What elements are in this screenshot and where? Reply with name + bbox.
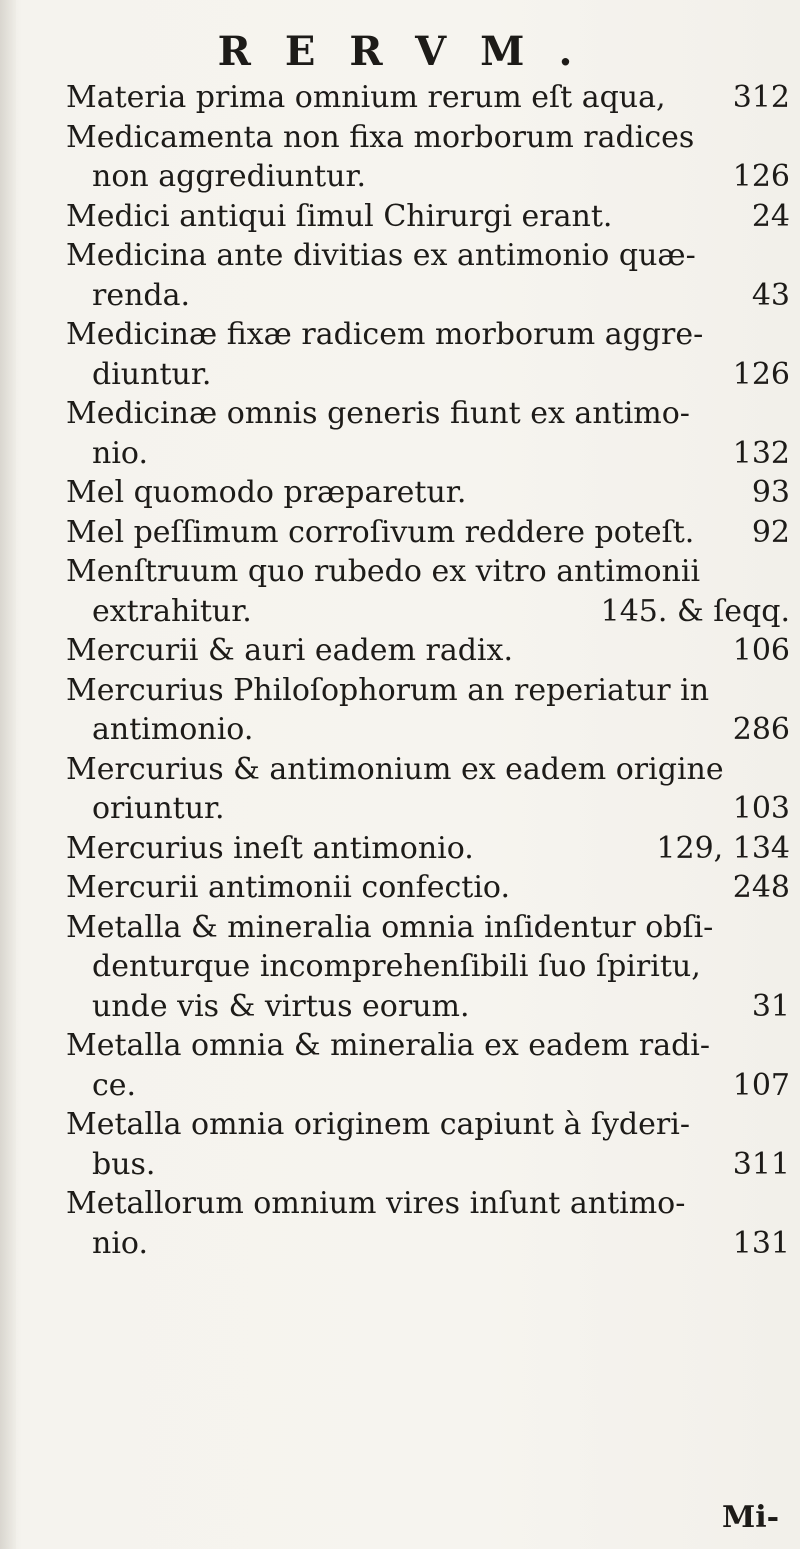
entry-line xyxy=(66,355,796,395)
entry-line xyxy=(66,592,796,632)
entry-text: Medici antiqui ſimul Chirurgi erant. xyxy=(66,198,613,234)
entry-line xyxy=(66,473,796,513)
running-header: RERVM. xyxy=(217,28,607,75)
page-number: 132 xyxy=(732,435,790,471)
entry-text: renda. xyxy=(92,277,191,313)
entry-text: Medicamenta non fixa morborum radices xyxy=(66,119,695,155)
entry-line xyxy=(66,276,796,316)
entry-line xyxy=(66,315,796,355)
index-entry xyxy=(66,750,796,829)
page-number: 286 xyxy=(732,712,790,747)
index-entry xyxy=(66,1105,796,1184)
entry-text: Mercurius ineſt antimonio. xyxy=(66,830,474,866)
index-entry xyxy=(66,473,796,513)
entry-text: Metalla omnia & mineralia ex eadem radi- xyxy=(66,1028,711,1063)
entry-line xyxy=(66,78,796,118)
page-number: 24 xyxy=(751,198,790,234)
entry-line xyxy=(66,434,796,474)
page-number: 248 xyxy=(732,870,790,905)
index-entry xyxy=(66,631,796,671)
catchword: Mi- xyxy=(722,1500,780,1535)
entry-text: antimonio. xyxy=(92,712,254,747)
entry-text: bus. xyxy=(92,1146,156,1182)
page-number: 107 xyxy=(732,1067,790,1103)
entry-line xyxy=(66,1066,796,1106)
entry-line xyxy=(66,868,796,908)
entry-line xyxy=(66,1026,796,1066)
index-entry xyxy=(66,78,796,118)
page-number: 93 xyxy=(751,475,790,510)
entry-text: extrahitur. xyxy=(92,593,252,629)
entry-text: Mercurii & auri eadem radix. xyxy=(66,633,513,668)
index-entry xyxy=(66,829,796,869)
index-entry xyxy=(66,315,796,394)
entry-text: Medicinæ omnis generis fiunt ex antimo- xyxy=(66,396,690,431)
entry-text: Menſtruum quo rubedo ex vitro antimonii xyxy=(66,554,701,589)
index-entry xyxy=(66,1026,796,1105)
entry-line xyxy=(66,157,796,197)
entry-text: Mercurii antimonii confectio. xyxy=(66,870,510,905)
entry-text: Mel peſſimum corroſivum reddere poteſt. xyxy=(66,514,695,550)
entry-line xyxy=(66,197,796,237)
entry-line xyxy=(66,947,796,987)
page-number: 129, 134 xyxy=(656,830,790,866)
entry-text: unde vis & virtus eorum. xyxy=(92,988,470,1024)
entry-line xyxy=(66,513,796,553)
entry-text: ce. xyxy=(92,1067,137,1103)
entry-text: non aggrediuntur. xyxy=(92,159,367,194)
index-entries xyxy=(66,78,796,1263)
entry-text: oriuntur. xyxy=(92,791,225,826)
entry-line xyxy=(66,908,796,948)
page-number: 126 xyxy=(732,159,790,194)
page-number: 43 xyxy=(751,277,790,313)
entry-text: Metallorum omnium vires inſunt antimo- xyxy=(66,1186,686,1221)
entry-text: Metalla omnia originem capiunt à ſyderi- xyxy=(66,1107,690,1142)
entry-line xyxy=(66,631,796,671)
entry-text: nio. xyxy=(92,1225,148,1261)
index-entry xyxy=(66,197,796,237)
page-number: 131 xyxy=(732,1225,790,1261)
entry-line xyxy=(66,750,796,790)
entry-line xyxy=(66,829,796,869)
page-number: 103 xyxy=(732,791,790,826)
entry-text: Materia prima omnium rerum eſt aqua, xyxy=(66,80,666,115)
entry-text: diuntur. xyxy=(92,356,212,392)
index-entry xyxy=(66,908,796,1027)
page-edge xyxy=(0,0,16,1549)
entry-line xyxy=(66,987,796,1027)
index-entry xyxy=(66,394,796,473)
entry-text: Medicinæ fixæ radicem morborum aggre- xyxy=(66,317,704,352)
entry-line xyxy=(66,789,796,829)
page-number: 311 xyxy=(732,1146,790,1182)
index-entry xyxy=(66,118,796,197)
entry-line xyxy=(66,394,796,434)
entry-text: Mercurius Philoſophorum an reperiatur in xyxy=(66,672,710,708)
page-number: 145. & ſeqq. xyxy=(600,593,790,629)
entry-line xyxy=(66,1105,796,1145)
entry-text: Metalla & mineralia omnia inſidentur obſi- xyxy=(66,909,714,945)
entry-text: Medicina ante divitias ex antimonio quæ- xyxy=(66,238,696,273)
entry-line xyxy=(66,236,796,276)
page-number: 126 xyxy=(732,356,790,392)
index-entry xyxy=(66,236,796,315)
entry-text: nio. xyxy=(92,435,148,471)
page-number: 312 xyxy=(732,80,790,115)
entry-line xyxy=(66,710,796,750)
page-number: 31 xyxy=(751,988,790,1024)
entry-text: Mercurius & antimonium ex eadem origine xyxy=(66,751,724,787)
index-entry xyxy=(66,671,796,750)
entry-line xyxy=(66,118,796,158)
page-number: 92 xyxy=(751,514,790,550)
page-number: 106 xyxy=(732,633,790,668)
entry-line xyxy=(66,1184,796,1224)
index-entry xyxy=(66,513,796,553)
index-entry xyxy=(66,1184,796,1263)
entry-line xyxy=(66,671,796,711)
entry-text: denturque incomprehenſibili ſuo ſpiritu, xyxy=(92,949,701,984)
index-entry xyxy=(66,868,796,908)
entry-line xyxy=(66,1224,796,1264)
entry-text: Mel quomodo præparetur. xyxy=(66,475,467,510)
entry-line xyxy=(66,1145,796,1185)
index-entry xyxy=(66,552,796,631)
entry-line xyxy=(66,552,796,592)
